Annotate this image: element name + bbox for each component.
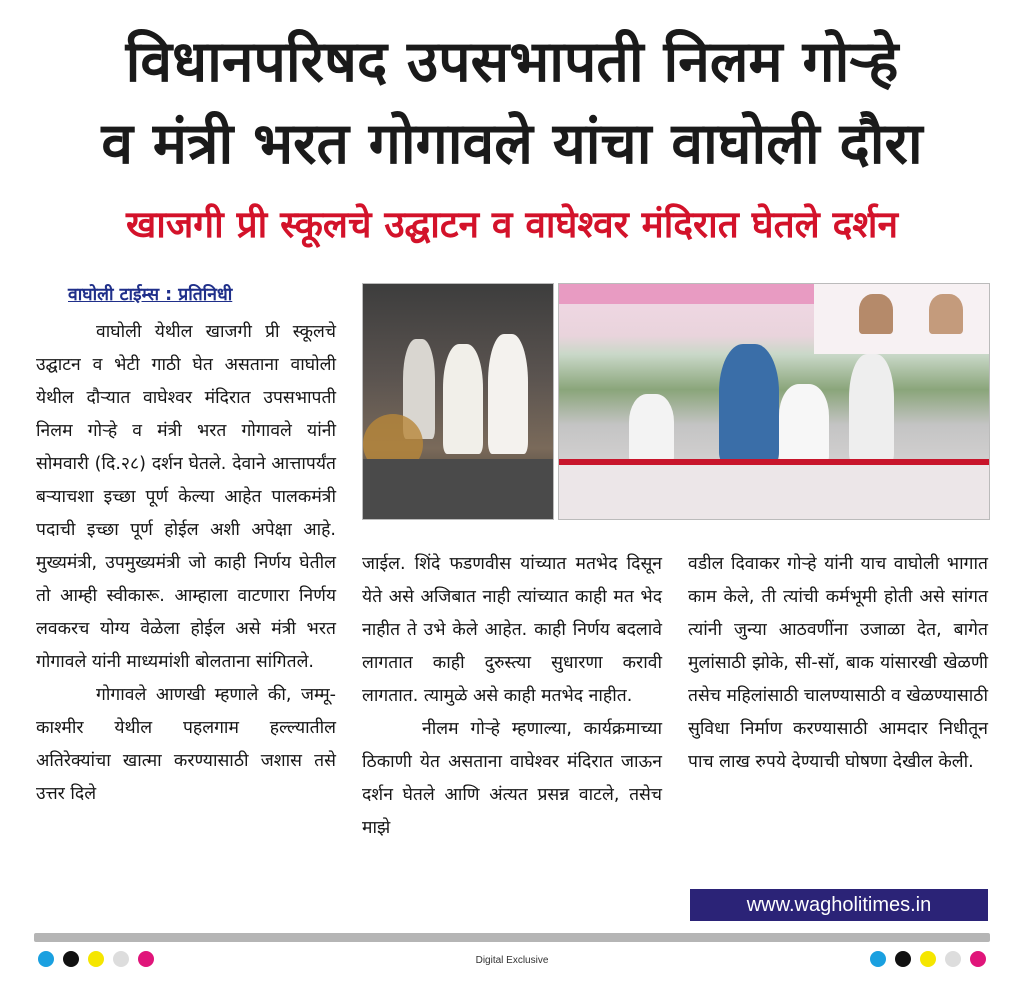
website-link[interactable]: www.wagholitimes.in: [690, 889, 988, 921]
article-column-2: [362, 548, 662, 845]
footer-label: Digital Exclusive: [475, 955, 549, 966]
event-stage-photo: [558, 283, 990, 520]
article-column-3: [688, 548, 988, 779]
column1-paragraph-1: वाघोली येथील खाजगी प्री स्कूलचे उद्घाटन व भेटी गाठी घेत असताना वाघोली येथील दौऱ्यात वाघेश्वर मंदिरात उपसभापती निलम गोऱ्हे व मंत्री भरत गोगावले यांनी सोमवारी (दि.२८) दर्शन घेतले. देवाने आत्तापर्यंत बऱ्याचशा इच्छा पूर्ण केल्या आहेत पालकमंत्री पदाची इच्छा पूर्ण होईल अशी अपेक्षा आहे. मुख्यमंत्री, उपमुख्यमंत्री जो काही निर्णय घेतील तो आम्ही स्वीकारू. आम्हाला वाटणारा निर्णय लवकरच योग्य वेळेला होईल असे मंत्री भरत गोगावले यांनी माध्यमांशी बोलताना सांगितले.: [36, 322, 336, 672]
headline-line-2: व मंत्री भरत गोगावले यांचा वाघोली दौरा: [101, 111, 923, 177]
column3-paragraph-1: वडील दिवाकर गोऱ्हे यांनी याच वाघोली भागात काम केले, ती त्यांची कर्मभूमी होती असे सांगत त्यांनी जुन्या आठवणींना उजाळा देत, बागेत मुलांसाठी झोके, सी-सॉ, बाक यांसारखी खेळणी तसेच महिलांसाठी चालण्यासाठी व खेळण्यासाठी सुविधा निर्माण करण्यासाठी आमदार निधीतून पाच लाख रुपये देण्याची घोषणा देखील केली.: [688, 554, 988, 772]
column1-paragraph-2: गोगावले आणखी म्हणाले की, जम्मू-काश्मीर येथील पहलगाम हल्ल्यातील अतिरेक्यांचा खात्मा करण्यासाठी जशास तसे उत्तर दिले: [36, 685, 336, 804]
column2-paragraph-1: जाईल. शिंदे फडणवीस यांच्यात मतभेद दिसून येते असे अजिबात नाही त्यांच्यात काही मत भेद नाहीत ते उभे केले आहेत. काही निर्णय बदलावे लागतात काही दुरुस्त्या सुधारणा करावी लागतात. त्यामुळे असे काही मतभेद नाहीत.: [362, 554, 662, 706]
byline: वाघोली टाईम्स : प्रतिनिधी: [68, 285, 233, 305]
temple-darshan-photo: [362, 283, 554, 520]
footer-divider-bar: [34, 933, 990, 942]
headline-line-1: विधानपरिषद उपसभापती निलम गोऱ्हे: [125, 29, 899, 95]
column2-paragraph-2: नीलम गोऱ्हे म्हणाल्या, कार्यक्रमाच्या ठिकाणी येत असताना वाघेश्वर मंदिरात जाऊन दर्शन घेतले आणि अंत्यत प्रसन्न वाटले, तसेच माझे: [362, 719, 662, 838]
subheadline: खाजगी प्री स्कूलचे उद्घाटन व वाघेश्वर मंदिरात घेतले दर्शन: [125, 203, 898, 246]
article-column-1: [36, 316, 336, 811]
